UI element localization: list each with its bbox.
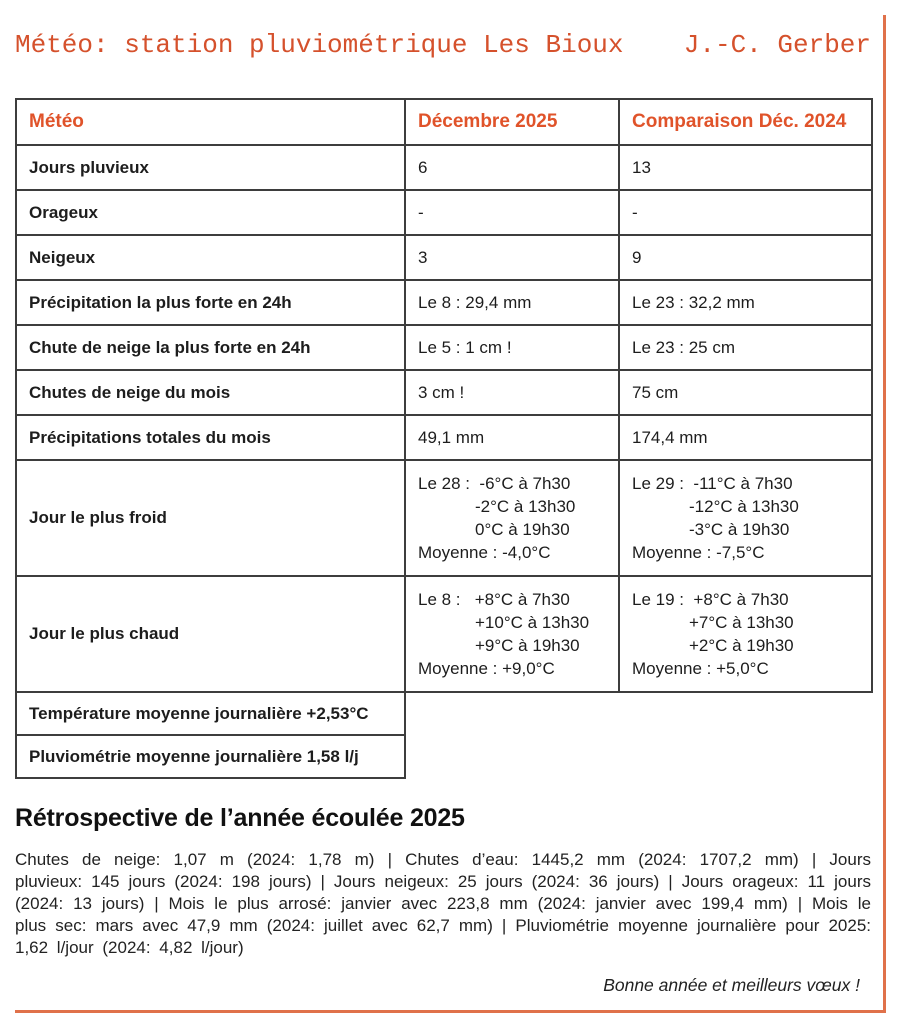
cell-dec2024 (619, 280, 872, 325)
table-row (16, 415, 872, 460)
table-row (16, 370, 872, 415)
table-row (16, 576, 872, 692)
cell-line: +9°C à 19h30 (475, 636, 580, 655)
table-row (16, 145, 872, 190)
empty-cell (405, 692, 872, 735)
table-row (16, 190, 872, 235)
cell-line: 174,4 mm (632, 428, 708, 447)
cell-line: Moyenne : +9,0°C (418, 659, 555, 678)
cell-dec2025 (405, 280, 619, 325)
row-label: Jours pluvieux (16, 145, 405, 190)
table-row (16, 280, 872, 325)
row-label: Orageux (16, 190, 405, 235)
row-label: Précipitations totales du mois (16, 415, 405, 460)
row-label: Jour le plus chaud (16, 576, 405, 692)
cell-line: - (418, 203, 424, 222)
weather-table (15, 98, 873, 779)
cell-line: -12°C à 13h30 (689, 497, 799, 516)
cell-dec2025 (405, 235, 619, 280)
cell-dec2025 (405, 325, 619, 370)
cell-dec2025 (405, 460, 619, 576)
table-row (16, 235, 872, 280)
cell-dec2025 (405, 415, 619, 460)
cell-line: +2°C à 19h30 (689, 636, 794, 655)
cell-line: Le 23 : 25 cm (632, 338, 736, 357)
cell-dec2024 (619, 415, 872, 460)
row-label: Chutes de neige du mois (16, 370, 405, 415)
cell-line: Le 28 : -6°C à 7h30 (418, 474, 571, 493)
cell-dec2024 (619, 190, 872, 235)
row-label: Jour le plus froid (16, 460, 405, 576)
bottom-rule (15, 1010, 886, 1013)
title-bar (15, 30, 871, 60)
cell-dec2024 (619, 576, 872, 692)
column-header-dec-2025: Décembre 2025 (405, 99, 619, 145)
cell-line: Moyenne : +5,0°C (632, 659, 769, 678)
cell-line: Moyenne : -7,5°C (632, 543, 765, 562)
cell-line: Le 23 : 32,2 mm (632, 293, 755, 312)
summary-pluviometrie-moyenne: Pluviométrie moyenne journalière 1,58 l/j (16, 735, 405, 778)
column-header-comparaison-dec-2024: Comparaison Déc. 2024 (619, 99, 872, 145)
cell-dec2024 (619, 145, 872, 190)
cell-line: Le 29 : -11°C à 7h30 (632, 474, 793, 493)
cell-line: -3°C à 19h30 (689, 520, 790, 539)
table-row (16, 325, 872, 370)
cell-line: Le 19 : +8°C à 7h30 (632, 590, 789, 609)
cell-dec2025 (405, 145, 619, 190)
cell-line: Moyenne : -4,0°C (418, 543, 551, 562)
cell-line: +7°C à 13h30 (689, 613, 794, 632)
table-summary (16, 692, 872, 778)
table-row (16, 460, 872, 576)
cell-dec2024 (619, 235, 872, 280)
cell-line: 75 cm (632, 383, 679, 402)
row-label: Précipitation la plus forte en 24h (16, 280, 405, 325)
cell-line: -2°C à 13h30 (475, 497, 576, 516)
row-label: Chute de neige la plus forte en 24h (16, 325, 405, 370)
table-header-row (16, 99, 872, 145)
retrospective-body: Chutes de neige: 1,07 m (2024: 1,78 m) | Chutes d’eau: 1445,2 mm (2024: 1707,2 mm) | Jours pluvieux: 145 jours (2024: 198 jours) | Jours neigeux: 25 jours (2024: 36 jours) | Jours orageux: 11 jours (2024: 13 jours) | Mois le plus arrosé: janvier avec 223,8 mm (2024: janvier avec 199,4 mm) | Mois le plus sec: mars avec 47,9 mm (2024: juillet avec 62,7 mm) | Pluviométrie moyenne journalière pour 2025: 1,62 l/jour (2024: 4,82 l/jour) (15, 850, 871, 957)
column-header-meteo: Météo (16, 99, 405, 145)
table-body (16, 145, 872, 692)
row-label: Neigeux (16, 235, 405, 280)
cell-dec2025 (405, 190, 619, 235)
summary-temperature-moyenne: Température moyenne journalière +2,53°C (16, 692, 405, 735)
author-name: J.-C. Gerber (683, 30, 871, 60)
cell-line: +10°C à 13h30 (475, 613, 590, 632)
cell-dec2025 (405, 370, 619, 415)
cell-line: 3 (418, 248, 428, 267)
cell-line: Le 5 : 1 cm ! (418, 338, 512, 357)
cell-line: 9 (632, 248, 642, 267)
cell-line: Le 8 : +8°C à 7h30 (418, 590, 570, 609)
cell-line: - (632, 203, 638, 222)
table-row-summary (16, 735, 872, 778)
page-title: Météo: station pluviométrique Les Bioux (15, 30, 624, 60)
cell-line: 0°C à 19h30 (475, 520, 570, 539)
closing-wishes: Bonne année et meilleurs vœux ! (603, 975, 860, 995)
cell-dec2025 (405, 576, 619, 692)
retrospective-heading: Rétrospective de l’année écoulée 2025 (15, 804, 465, 832)
empty-cell (405, 735, 872, 778)
cell-dec2024 (619, 460, 872, 576)
cell-line: 3 cm ! (418, 383, 465, 402)
cell-line: 13 (632, 158, 651, 177)
cell-line: Le 8 : 29,4 mm (418, 293, 532, 312)
table-row-summary (16, 692, 872, 735)
cell-line: 49,1 mm (418, 428, 485, 447)
cell-dec2024 (619, 370, 872, 415)
right-margin-rule (883, 15, 886, 1012)
cell-dec2024 (619, 325, 872, 370)
cell-line: 6 (418, 158, 428, 177)
